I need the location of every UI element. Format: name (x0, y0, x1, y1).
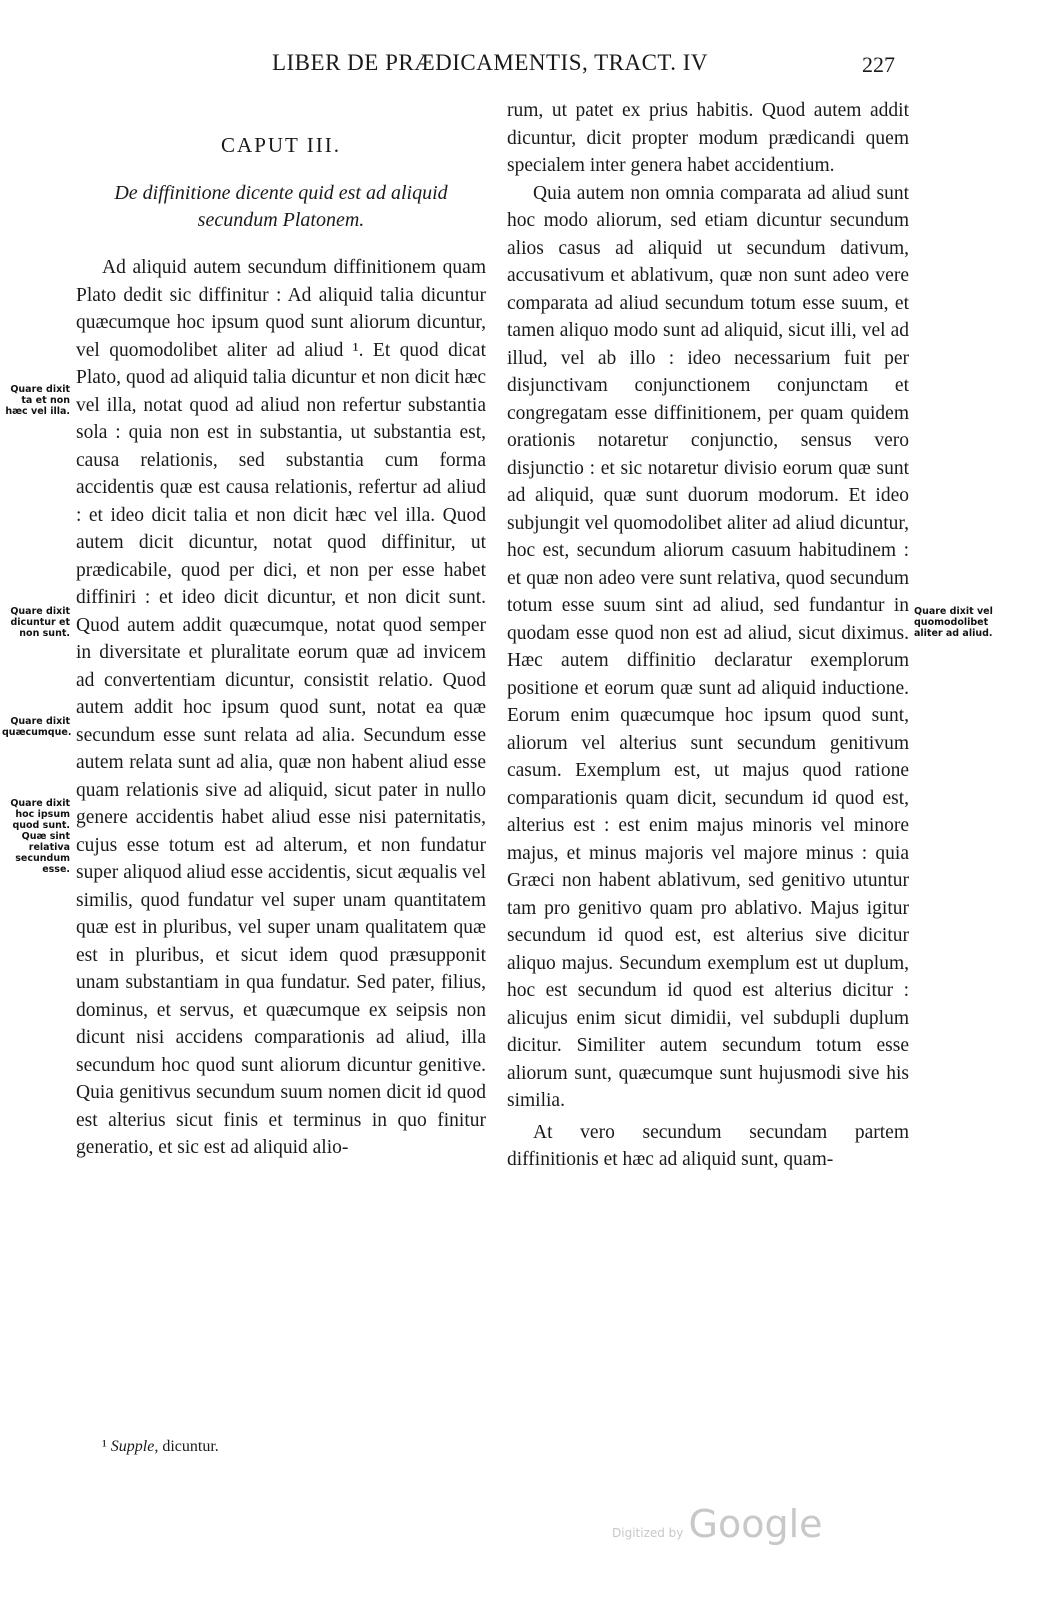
google-logo: Google (688, 1502, 823, 1546)
digitized-watermark (612, 1502, 823, 1546)
chapter-subtitle: De diffinitione dicente quid est ad aliquid secundum Platonem. (114, 182, 448, 231)
chapter-title: CAPUT III. (221, 133, 341, 157)
right-column (507, 97, 909, 1174)
right-paragraph-2: Quia autem non omnia comparata ad aliud sunt hoc modo aliorum, sed etiam dicuntur secundum alios casus ad aliquid ut secundum dativum, accusativum et ablativum, quæ non sunt adeo vere comparata ad aliud secundum totum esse suum, et tamen aliquo modo sunt ad aliquid, sicut illi, vel ad illud, vel ab illo : ideo necessarium fuit per disjunctivam conjunctionem conjunctam et congregatam esse diffinitionem, per quam quidem orationis notaretur conjunctio, sensus vero disjunctio : et sic notaretur divisio eorum quæ sunt ad aliquid, quæ sunt duorum modorum. Et ideo subjungit vel quomodolibet aliter ad aliud dicuntur, hoc est, secundum aliorum casuum habitudinem : et quæ non adeo vere sunt relativa, quod secundum totum esse suum sint ad aliud, sed fundantur in quodam esse quod non est ad aliud, sicut diximus. Hæc autem diffinitio declaratur exemplorum positione et eorum quæ sunt ad aliquid inductione. Eorum enim quæcumque hoc ipsum quod sunt, aliorum vel alterius sunt secundum genitivum casum. Exemplum est, ut majus quod ratione comparationis quam dicit, secundum id quod est, alterius est : est enim majus minoris vel minore majus, et minus majoris vel majore minus : quia Græci non habent ablativum, sed genitivo utuntur tam pro genitivo quam pro ablativo. Majus igitur secundum id quod est, est alterius sive dicitur aliquo majus. Secundum exemplum est ut duplum, hoc est secundum id quod est alterius dicitur : alicujus enim sicut dimidii, vel subdupli duplum dicitur. Similiter autem secundum totum esse aliorum sunt, quæcumque sunt hujusmodi sive his similia. (507, 182, 909, 1111)
footnote (102, 1438, 219, 1456)
footnote-text: dicuntur. (162, 1438, 219, 1455)
margin-note-left-4: Quare dixit hoc ipsum quod sunt. Quæ sint relativa secundum esse. (10, 798, 70, 875)
margin-note-right-1: Quare dixit vel quomodolibet aliter ad aliud. (914, 606, 993, 639)
margin-note-left-2: Quare dixit dicuntur et non sunt. (10, 606, 70, 639)
margin-note-left-3: Quare dixit quæcumque. (2, 716, 72, 738)
margin-note-left-1: Quare dixit ta et non hæc vel illa. (5, 384, 70, 417)
footnote-marker: ¹ (102, 1438, 107, 1455)
left-column (76, 97, 486, 1162)
right-paragraph-3: At vero secundum secundam partem diffinitionis et hæc ad aliquid sunt, quam- (507, 1121, 909, 1170)
running-title: LIBER DE PRÆDICAMENTIS, TRACT. IV (271, 50, 709, 75)
left-paragraph-1: Ad aliquid autem secundum diffinitionem quam Plato dedit sic diffinitur : Ad aliquid talia dicuntur quæcumque hoc ipsum quod sunt aliorum dicuntur, vel quomodolibet aliter ad aliud ¹. Et quod dicat Plato, quod ad aliquid talia dicuntur et non dicit hæc vel illa, notat quod ad aliud non refertur substantia sola : quia non est in substantia, ut substantia est, causa relationis, sed substantia cum forma accidentis quæ est causa relationis, refertur ad aliud : et ideo dicit talia et non dicit hæc vel illa. Quod autem dicit dicuntur, notat quod diffinitur, ut prædicabile, quod per dici, et non per esse habet diffiniri : et ideo dicit dicuntur, et non dicit sunt. Quod autem addit quæcumque, notat quod semper in diversitate et pluralitate eorum quæ ad invicem ad convertentiam dicuntur, consistit relatio. Quod autem addit hoc ipsum quod sunt, notat ea quæ secundum esse sunt relata ad alia. Secundum esse autem relata sunt ad alia, quæ non habent aliud esse quam relationis sive ad aliquid, sicut pater in nullo genere accidentis habet aliud esse nisi paternitatis, cujus esse totum est ad alterum, et non fundatur super aliquod aliud esse accidentis, sicut æqualis vel similis, quod fundatur vel super unam quantitatem quæ est in pluribus, vel super unam qualitatem quæ est in pluribus, et sicut idem quod præsupponit unam substantiam in qua fundatur. Sed pater, filius, dominus, et servus, et quæcumque ex seipsis non dicunt nisi accidens comparationis ad aliud, illa secundum hoc quod sunt aliorum dicuntur genitive. Quia genitivus secundum suum nomen dicit id quod est alterius sicut finis et terminus in quo finitur generatio, et sic est ad aliquid alio- (76, 257, 486, 1158)
digitized-prefix: Digitized by (612, 1526, 684, 1540)
page-number: 227 (862, 52, 895, 77)
right-paragraph-1: rum, ut patet ex prius habitis. Quod autem addit dicuntur, dicit propter modum prædicandi quem specialem inter genera habet accidentium. (507, 100, 909, 176)
footnote-italic: Supple, (110, 1438, 159, 1455)
